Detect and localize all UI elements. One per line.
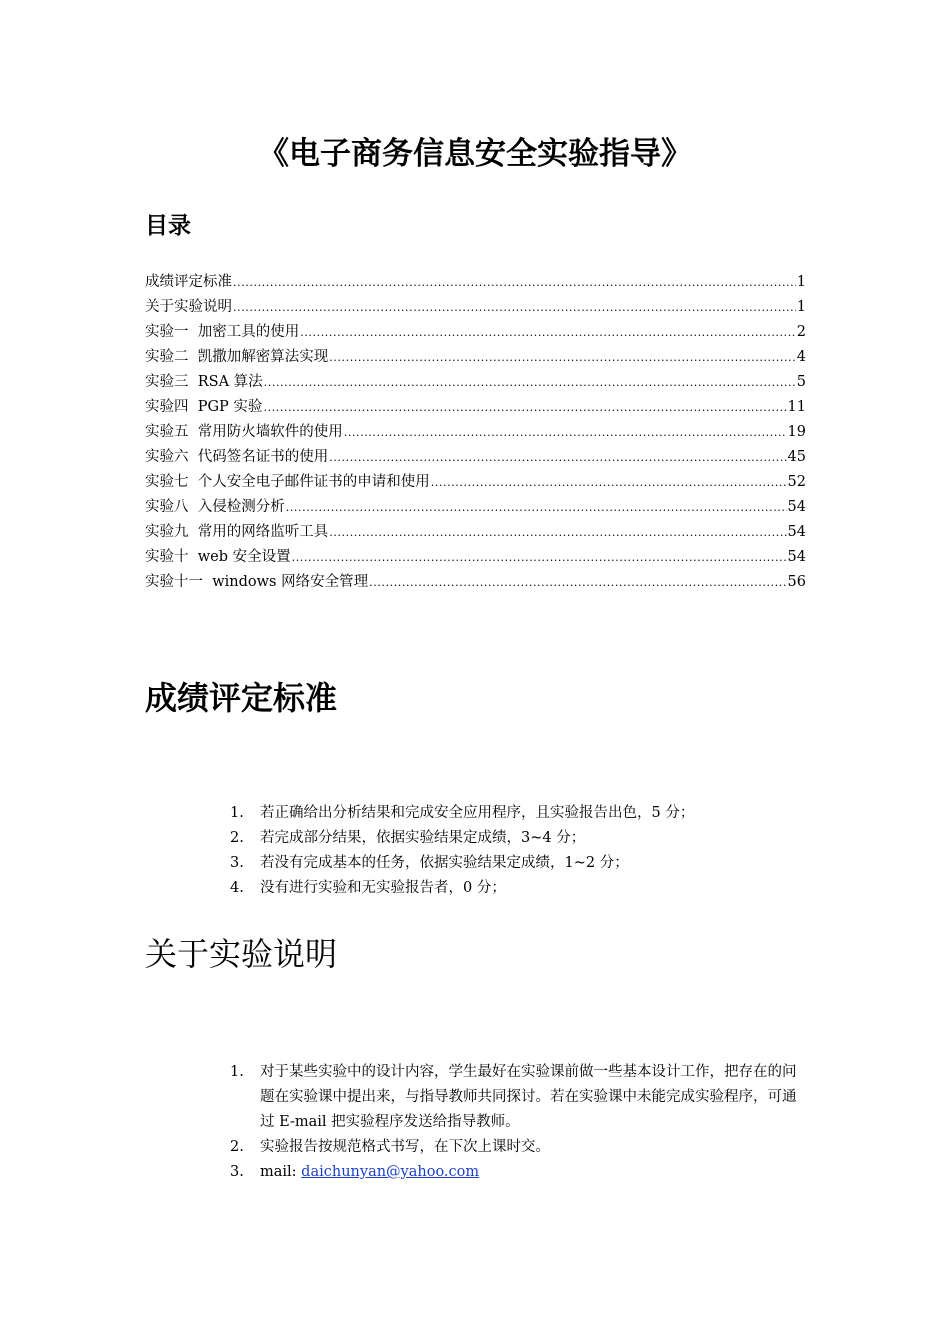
- toc-entry-label: 实验一 加密工具的使用: [145, 324, 300, 340]
- toc-entry[interactable]: [145, 295, 806, 320]
- toc-entry-label: 实验十一 windows 网络安全管理: [145, 574, 369, 590]
- grading-list: [230, 801, 810, 901]
- toc-entry-label: 实验十 web 安全设置: [145, 549, 291, 565]
- toc-entry-label: 实验三 RSA 算法: [145, 374, 263, 390]
- toc-entry-page: 2: [796, 324, 806, 340]
- toc-entry-page: 45: [787, 449, 806, 465]
- toc-entry-page: 11: [787, 399, 806, 415]
- list-item: [230, 1135, 810, 1160]
- toc-entry-label: 实验八 入侵检测分析: [145, 499, 285, 515]
- toc-entry-page: 4: [796, 349, 806, 365]
- toc-entry-page: 5: [796, 374, 806, 390]
- toc-entry-label: 实验六 代码签名证书的使用: [145, 449, 329, 465]
- toc-leader-dots: [233, 276, 796, 289]
- toc-entry-label: 实验七 个人安全电子邮件证书的申请和使用: [145, 474, 430, 490]
- list-text: 若正确给出分析结果和完成安全应用程序，且实验报告出色，5 分；: [260, 805, 695, 821]
- toc-leader-dots: [369, 576, 786, 589]
- about-heading: 关于实验说明: [145, 935, 338, 973]
- mail-line: [260, 1160, 810, 1185]
- list-number: 1.: [230, 1064, 244, 1080]
- list-item: [230, 801, 810, 826]
- toc-entry-label: 实验二 凯撒加解密算法实现: [145, 349, 329, 365]
- list-item: [230, 826, 810, 851]
- table-of-contents: [145, 270, 806, 595]
- toc-heading: 目录: [145, 213, 191, 239]
- list-number: 3.: [230, 855, 244, 871]
- toc-entry[interactable]: [145, 420, 806, 445]
- document-title: 《电子商务信息安全实验指导》: [258, 136, 692, 172]
- toc-entry-page: 19: [787, 424, 806, 440]
- toc-leader-dots: [329, 451, 786, 464]
- list-number: 2.: [230, 830, 244, 846]
- toc-leader-dots: [300, 326, 796, 339]
- list-item: [230, 851, 810, 876]
- list-text: 对于某些实验中的设计内容，学生最好在实验课前做一些基本设计工作，把存在的问题在实验课中提出来，与指导教师共同探讨。若在实验课中未能完成实验程序，可通过 E-mail 把实验程序发送给指导教师。: [260, 1064, 797, 1130]
- toc-entry[interactable]: [145, 470, 806, 495]
- toc-leader-dots: [292, 551, 787, 564]
- toc-entry[interactable]: [145, 345, 806, 370]
- toc-entry-label: 成绩评定标准: [145, 274, 232, 290]
- toc-leader-dots: [431, 476, 787, 489]
- toc-leader-dots: [286, 501, 787, 514]
- toc-entry[interactable]: [145, 570, 806, 595]
- toc-leader-dots: [263, 401, 786, 414]
- toc-entry[interactable]: [145, 445, 806, 470]
- list-number: 1.: [230, 805, 244, 821]
- list-item: [230, 1060, 810, 1135]
- toc-entry-label: 关于实验说明: [145, 299, 232, 315]
- toc-entry-page: 52: [787, 474, 806, 490]
- toc-entry-label: 实验五 常用防火墙软件的使用: [145, 424, 343, 440]
- list-text: 若完成部分结果，依据实验结果定成绩，3~4 分；: [260, 830, 586, 846]
- list-text: 若没有完成基本的任务，依据实验结果定成绩，1~2 分；: [260, 855, 629, 871]
- toc-entry[interactable]: [145, 370, 806, 395]
- list-item: [230, 876, 810, 901]
- toc-entry-page: 54: [787, 549, 806, 565]
- toc-entry-page: 1: [796, 274, 806, 290]
- list-text: 没有进行实验和无实验报告者，0 分；: [260, 880, 506, 896]
- email-link[interactable]: daichunyan@yahoo.com: [301, 1164, 480, 1180]
- list-number: 2.: [230, 1139, 244, 1155]
- toc-leader-dots: [329, 351, 796, 364]
- toc-entry[interactable]: [145, 545, 806, 570]
- toc-entry-label: 实验四 PGP 实验: [145, 399, 263, 415]
- list-item: [230, 1160, 810, 1185]
- toc-leader-dots: [233, 301, 796, 314]
- grading-heading: 成绩评定标准: [145, 679, 338, 717]
- toc-entry-page: 54: [787, 524, 806, 540]
- list-number: 4.: [230, 880, 244, 896]
- toc-entry[interactable]: [145, 395, 806, 420]
- list-text: 实验报告按规范格式书写，在下次上课时交。: [260, 1139, 550, 1155]
- list-number: 3.: [230, 1164, 244, 1180]
- toc-entry[interactable]: [145, 520, 806, 545]
- toc-entry[interactable]: [145, 270, 806, 295]
- toc-leader-dots: [344, 426, 787, 439]
- toc-entry-page: 54: [787, 499, 806, 515]
- about-list: [230, 1060, 810, 1185]
- toc-entry[interactable]: [145, 495, 806, 520]
- mail-prefix: mail:: [260, 1164, 302, 1180]
- toc-entry-page: 1: [796, 299, 806, 315]
- toc-entry-page: 56: [787, 574, 806, 590]
- toc-entry-label: 实验九 常用的网络监听工具: [145, 524, 329, 540]
- toc-leader-dots: [264, 376, 796, 389]
- toc-leader-dots: [329, 526, 786, 539]
- toc-entry[interactable]: [145, 320, 806, 345]
